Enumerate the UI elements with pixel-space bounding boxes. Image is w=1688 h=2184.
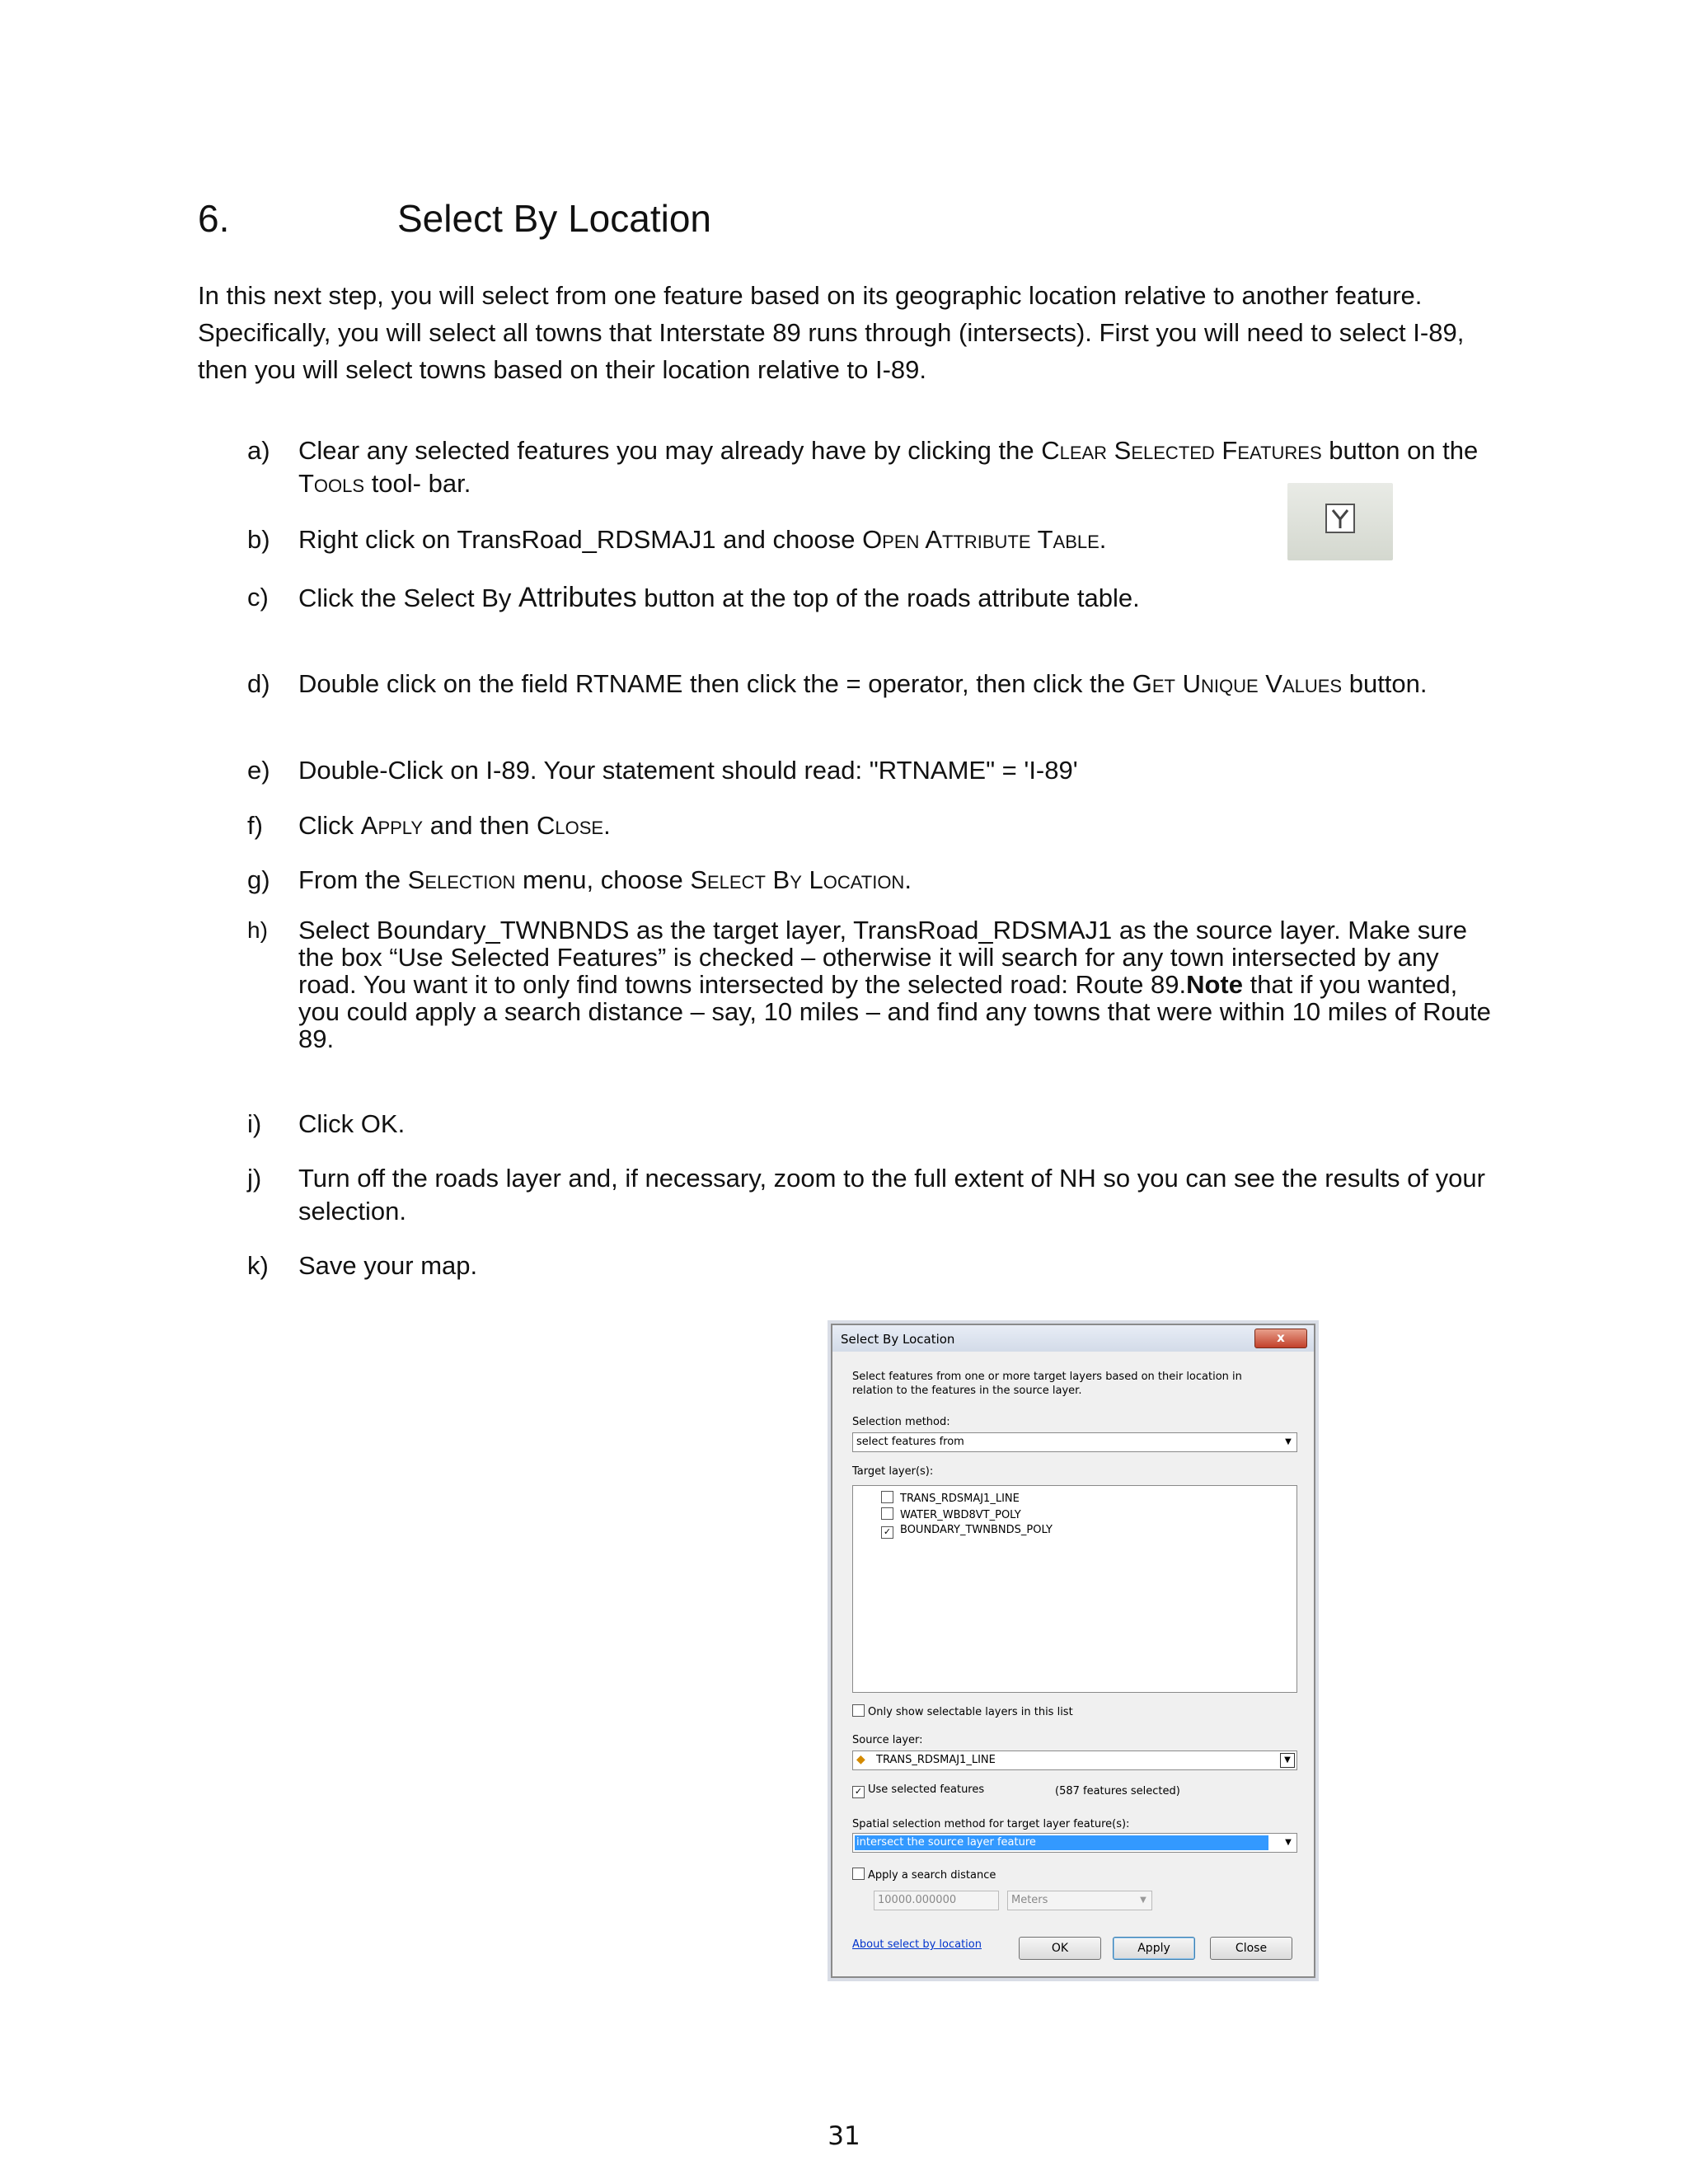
ok-button[interactable]: OK	[1019, 1937, 1101, 1960]
step-j: j) Turn off the roads layer and, if necessary, zoom to the full extent of NH so you can see the results of your selection.	[247, 1164, 1485, 1226]
checkbox-unchecked-icon[interactable]	[852, 1868, 865, 1880]
apply-distance-checkbox[interactable]: Apply a search distance	[852, 1868, 996, 1882]
step-g: g) From the Selection menu, choose Select By Location.	[247, 865, 912, 894]
page-number: 31	[828, 2121, 860, 2151]
source-layer-dropdown[interactable]: ◆ TRANS_RDSMAJ1_LINE ▼	[852, 1750, 1297, 1770]
step-d: d) Double click on the field RTNAME then click the = operator, then click the Get Unique Values button.	[247, 669, 1428, 698]
chevron-down-icon: ▼	[1140, 1896, 1146, 1905]
target-layer-item[interactable]: TRANS_RDSMAJ1_LINE	[881, 1491, 1020, 1505]
chevron-down-icon: ▼	[1280, 1753, 1295, 1768]
selection-method-label: Selection method:	[852, 1416, 950, 1428]
distance-input[interactable]: 10000.000000	[874, 1891, 999, 1910]
checkbox-checked-icon[interactable]: ✓	[881, 1526, 893, 1539]
dialog-title: Select By Location	[841, 1332, 955, 1347]
spatial-method-label: Spatial selection method for target layer feature(s):	[852, 1818, 1130, 1830]
close-icon[interactable]: x	[1254, 1329, 1307, 1348]
source-layer-label: Source layer:	[852, 1734, 923, 1746]
dialog-description: Select features from one or more target layers based on their location in relation to the features in the source layer.	[852, 1371, 1242, 1397]
selection-method-dropdown[interactable]: select features from ▼	[852, 1432, 1297, 1452]
step-b: b) Right click on TransRoad_RDSMAJ1 and choose Open Attribute Table.	[247, 525, 1107, 554]
checkbox-unchecked-icon[interactable]	[881, 1491, 893, 1503]
step-e: e) Double-Click on I-89. Your statement should read: "RTNAME" = 'I-89'	[247, 756, 1078, 785]
step-h: h) Select Boundary_TWNBNDS as the target layer, TransRoad_RDSMAJ1 as the source layer. Make sure the box “Use Selected Features” is checked – otherwise it will search for any town intersected by any road. You want it to only find towns intersected by the selected road: Route 89.Note that if you wanted, you could apply a search distance – say, 10 miles – and find any towns that were within 10 miles of Route 89.	[247, 916, 1491, 1053]
units-dropdown[interactable]: Meters ▼	[1007, 1891, 1152, 1910]
only-selectable-checkbox[interactable]: Only show selectable layers in this list	[852, 1704, 1073, 1718]
section-title: Select By Location	[397, 197, 712, 240]
step-c: c) Click the Select By Attributes button at the top of the roads attribute table.	[247, 582, 1140, 613]
select-by-location-dialog	[831, 1324, 1315, 1978]
step-f: f) Click Apply and then Close.	[247, 811, 611, 840]
spatial-method-dropdown[interactable]: intersect the source layer feature ▼	[852, 1833, 1297, 1853]
target-layers-list[interactable]	[852, 1485, 1297, 1693]
chevron-down-icon: ▼	[1285, 1838, 1292, 1847]
checkbox-unchecked-icon[interactable]	[852, 1704, 865, 1717]
chevron-down-icon: ▼	[1285, 1437, 1292, 1446]
checkbox-checked-icon[interactable]: ✓	[852, 1786, 865, 1798]
line-layer-icon: ◆	[856, 1753, 865, 1766]
step-k: k) Save your map.	[247, 1251, 478, 1280]
step-a: a) Clear any selected features you may already have by clicking the Clear Selected Features button on the Tools tool- bar.	[247, 436, 1479, 498]
section-number: 6.	[198, 197, 230, 240]
about-select-link[interactable]: About select by location	[852, 1938, 982, 1951]
target-layers-label: Target layer(s):	[852, 1465, 934, 1478]
checkbox-unchecked-icon[interactable]	[881, 1507, 893, 1520]
apply-button[interactable]: Apply	[1113, 1937, 1195, 1960]
intro-paragraph: In this next step, you will select from one feature based on its geographic location relative to another feature. Specifically, you will select all towns that Interstate 89 runs through (intersects). First you will need to select I-89, then you will select towns based on their location relative to I-89.	[198, 281, 1465, 384]
dialog-title-bar	[832, 1325, 1314, 1352]
close-button[interactable]: Close	[1210, 1937, 1292, 1960]
step-i: i) Click OK.	[247, 1109, 406, 1138]
target-layer-item[interactable]: WATER_WBD8VT_POLY	[881, 1507, 1021, 1521]
target-layer-item[interactable]: ✓ BOUNDARY_TWNBNDS_POLY	[881, 1524, 1053, 1539]
use-selected-checkbox[interactable]: ✓ Use selected features	[852, 1783, 984, 1798]
features-selected-count: (587 features selected)	[1055, 1785, 1180, 1797]
